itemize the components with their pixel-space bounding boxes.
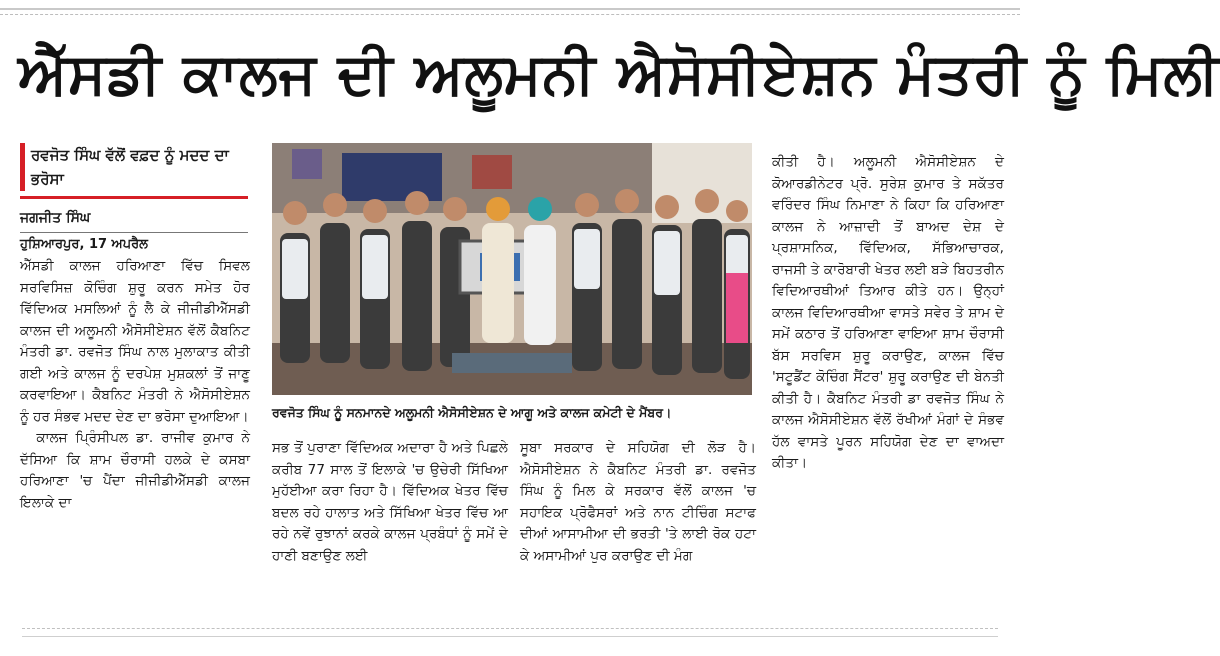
kicker: ਰਵਜੋਤ ਸਿੰਘ ਵੱਲੋਂ ਵਫ਼ਦ ਨੂੰ ਮਦਦ ਦਾ ਭਰੋਸਾ xyxy=(20,143,259,191)
paragraph: ਕੀਤੀ ਹੈ। ਅਲੂਮਨੀ ਐਸੋਸੀਏਸ਼ਨ ਦੇ ਕੋਆਰਡੀਨੇਟਰ ਪ੍ਰੋ. ਸੁਰੇਸ਼ ਕੁਮਾਰ ਤੇ ਸਕੱਤਰ ਵਰਿੰਦਰ ਸਿੰਘ ਨਿਮਾਣਾ ਨੇ ਕਿਹਾ ਕਿ ਹਰਿਆਣਾ ਕਾਲਜ ਨੇ ਆਜ਼ਾਦੀ ਤੋਂ ਬਾਅਦ ਦੇਸ਼ ਦੇ ਪ੍ਰਸ਼ਾਸਨਿਕ, ਵਿੱਦਿਅਕ, ਸੱਭਿਆਚਾਰਕ, ਰਾਜਸੀ ਤੇ ਕਾਰੋਬਾਰੀ ਖੇਤਰ ਲਈ ਬੜੇ ਬਿਹਤਰੀਨ ਵਿਦਿਆਰਥੀਆਂ ਤਿਆਰ ਕੀਤੇ ਹਨ। ਉਨ੍ਹਾਂ ਕਾਲਜ ਵਿਦਿਆਰਥੀਆ ਵਾਸਤੇ ਸਵੇਰ ਤੇ ਸ਼ਾਮ ਦੇ ਸਮੇਂ ਕਠਾਰ ਤੋਂ ਹਰਿਆਣਾ ਵਾਇਆ ਸ਼ਾਮ ਚੌਰਾਸੀ ਬੱਸ ਸਰਵਿਸ ਸ਼ੁਰੂ ਕਰਾਉਣ, ਕਾਲਜ ਵਿੱਚ 'ਸਟੂਡੈਂਟ ਕੋਚਿੰਗ ਸੈਂਟਰ' ਸ਼ੁਰੂ ਕਰਾਉਣ ਦੀ ਬੇਨਤੀ ਕੀਤੀ ਹੈ। ਕੈਬਨਿਟ ਮੰਤਰੀ ਡਾ ਰਵਜੋਤ ਸਿੰਘ ਨੇ ਕਾਲਜ ਐਸੋਸੀਏਸ਼ਨ ਵੱਲੋਂ ਰੱਖੀਆਂ ਮੰਗਾਂ ਦੇ ਸੰਭਵ ਹੱਲ ਵਾਸਤੇ ਪੂਰਨ ਸਹਿਯੋਗ ਦੇਣ ਦਾ ਵਾਅਦਾ ਕੀਤਾ। xyxy=(772,154,1004,471)
news-photo xyxy=(272,143,752,395)
paragraph: ਸੂਬਾ ਸਰਕਾਰ ਦੇ ਸਹਿਯੋਗ ਦੀ ਲੋੜ ਹੈ। ਐਸੋਸੀਏਸ਼ਨ ਨੇ ਕੈਬਨਿਟ ਮੰਤਰੀ ਡਾ. ਰਵਜੋਤ ਸਿੰਘ ਨੂੰ ਮਿਲ ਕੇ ਸਰਕਾਰ ਵੱਲੋਂ ਕਾਲਜ 'ਚ ਸਹਾਇਕ ਪ੍ਰੋਫੈਸਰਾਂ ਅਤੇ ਨਾਨ ਟੀਚਿੰਗ ਸਟਾਫ ਦੀਆਂ ਆਸਾਮੀਆ ਦੀ ਭਰਤੀ 'ਤੇ ਲਾਈ ਰੋਕ ਹਟਾ ਕੇ ਅਸਾਮੀਆਂ ਪੁਰ ਕਰਾਉਣ ਦੀ ਮੰਗ xyxy=(520,440,756,564)
top-border xyxy=(0,8,1020,10)
article-column-3 xyxy=(520,438,756,618)
paragraph: ਕਾਲਜ ਪ੍ਰਿੰਸੀਪਲ ਡਾ. ਰਾਜੀਵ ਕੁਮਾਰ ਨੇ ਦੱਸਿਆ ਕਿ ਸ਼ਾਮ ਚੌਰਾਸੀ ਹਲਕੇ ਦੇ ਕਸਬਾ ਹਰਿਆਣਾ 'ਚ ਪੈਂਦਾ ਜੀਜੀਡੀਐੱਸਡੀ ਕਾਲਜ ਇਲਾਕੇ ਦਾ xyxy=(20,430,250,511)
article-column-1 xyxy=(20,256,250,616)
byline-rule xyxy=(20,232,248,233)
group-photo-illustration xyxy=(272,143,752,395)
kicker-rule xyxy=(20,196,248,199)
top-border-dashed xyxy=(0,14,1020,15)
paragraph: ਸਭ ਤੋਂ ਪੁਰਾਣਾ ਵਿੱਦਿਅਕ ਅਦਾਰਾ ਹੈ ਅਤੇ ਪਿਛਲੇ ਕਰੀਬ 77 ਸਾਲ ਤੋਂ ਇਲਾਕੇ 'ਚ ਉਚੇਰੀ ਸਿੱਖਿਆ ਮੁਹੱਈਆ ਕਰਾ ਰਿਹਾ ਹੈ। ਵਿੱਦਿਅਕ ਖੇਤਰ ਵਿੱਚ ਬਦਲ ਰਹੇ ਹਾਲਾਤ ਅਤੇ ਸਿੱਖਿਆ ਖੇਤਰ ਵਿੱਚ ਆ ਰਹੇ ਨਵੇਂ ਰੁਝਾਨਾਂ ਕਰਕੇ ਕਾਲਜ ਪ੍ਰਬੰਧਾਂ ਨੂੰ ਸਮੇਂ ਦੇ ਹਾਣੀ ਬਣਾਉਣ ਲਈ xyxy=(272,440,508,564)
headline: ਐੱਸਡੀ ਕਾਲਜ ਦੀ ਅਲੂਮਨੀ ਐਸੋਸੀਏਸ਼ਨ ਮੰਤਰੀ ਨੂੰ ਮਿਲੀ xyxy=(18,41,1220,107)
article-column-4 xyxy=(772,152,1004,618)
paragraph: ਐੱਸਡੀ ਕਾਲਜ ਹਰਿਆਣਾ ਵਿੱਚ ਸਿਵਲ ਸਰਵਿਸਿਜ਼ ਕੋਚਿੰਗ ਸ਼ੁਰੂ ਕਰਨ ਸਮੇਤ ਹੋਰ ਵਿੱਦਿਅਕ ਮਸਲਿਆਂ ਨੂੰ ਲੈ ਕੇ ਜੀਜੀਡੀਐੱਸਡੀ ਕਾਲਜ ਦੀ ਅਲੂਮਨੀ ਐਸੋਸੀਏਸ਼ਨ ਵੱਲੋਂ ਕੈਬਨਿਟ ਮੰਤਰੀ ਡਾ. ਰਵਜੋਤ ਸਿੰਘ ਨਾਲ ਮੁਲਾਕਾਤ ਕੀਤੀ ਗਈ ਅਤੇ ਕਾਲਜ ਨੂੰ ਦਰਪੇਸ਼ ਮੁਸ਼ਕਲਾਂ ਤੋਂ ਜਾਣੂ ਕਰਵਾਇਆ। ਕੈਬਨਿਟ ਮੰਤਰੀ ਨੇ ਐਸੋਸੀਏਸ਼ਨ ਨੂੰ ਹਰ ਸੰਭਵ ਮਦਦ ਦੇਣ ਦਾ ਭਰੋਸਾ ਦੁਆਇਆ। xyxy=(20,258,250,425)
photo-caption: ਰਵਜੋਤ ਸਿੰਘ ਨੂੰ ਸਨਮਾਨਦੇ ਅਲੂਮਨੀ ਐਸੋਸੀਏਸ਼ਨ ਦੇ ਆਗੂ ਅਤੇ ਕਾਲਜ ਕਮੇਟੀ ਦੇ ਮੈਂਬਰ। xyxy=(272,405,672,420)
article-column-2 xyxy=(272,438,508,618)
byline: ਜਗਜੀਤ ਸਿੰਘ xyxy=(20,210,91,226)
bottom-border xyxy=(22,636,998,637)
dateline: ਹੁਸ਼ਿਆਰਪੁਰ, 17 ਅਪਰੈਲ xyxy=(20,237,148,252)
bottom-border-dashed xyxy=(22,628,998,629)
